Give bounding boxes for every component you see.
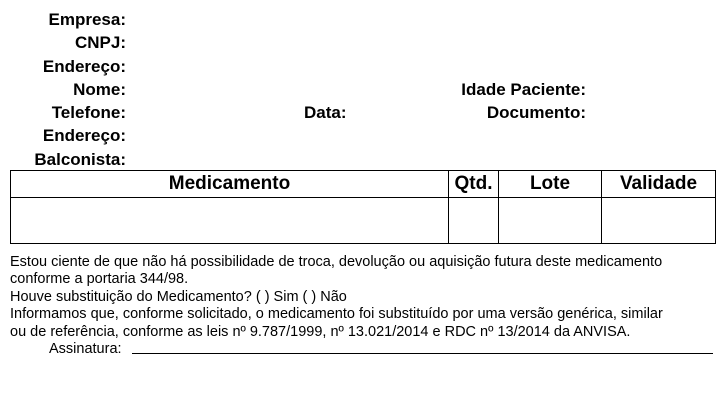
qtd-cell[interactable] [449,198,499,244]
column-header-validade: Validade [602,171,716,198]
medicamento-table [10,170,716,244]
ciente-text-line1: Estou ciente de que não há possibilidade de troca, devolução ou aquisição futura deste medicamento [10,254,663,270]
empresa-label: Empresa: [48,10,126,29]
lote-cell[interactable] [499,198,602,244]
column-header-lote: Lote [499,171,602,198]
informamos-text-line1: Informamos que, conforme solicitado, o medicamento foi substituído por uma versão genérica, similar [10,306,663,322]
informamos-text-line2: ou de referência, conforme as leis nº 9.787/1999, nº 13.021/2014 e RDC nº 13/2014 da ANVISA. [10,324,631,340]
balconista-label: Balconista: [34,150,126,169]
data-label: Data: [304,103,347,122]
idade-paciente-label: Idade Paciente: [461,80,586,99]
table-row [11,198,716,244]
validade-cell[interactable] [602,198,716,244]
substituicao-question: Houve substituição do Medicamento? ( ) Sim ( ) Não [10,289,347,305]
medicamento-cell[interactable] [11,198,449,244]
ciente-text-line2: conforme a portaria 344/98. [10,271,189,287]
telefone-label: Telefone: [51,103,126,122]
cnpj-label: CNPJ: [74,33,126,52]
nome-label: Nome: [73,80,126,99]
column-header-qtd: Qtd. [449,171,499,198]
endereco-empresa-label: Endereço: [42,57,126,76]
endereco-paciente-label: Endereço: [42,126,126,145]
assinatura-label: Assinatura: [49,341,122,357]
documento-label: Documento: [486,103,586,122]
column-header-medicamento: Medicamento [11,171,449,198]
assinatura-line[interactable] [132,353,713,354]
table-header-row [11,171,716,198]
